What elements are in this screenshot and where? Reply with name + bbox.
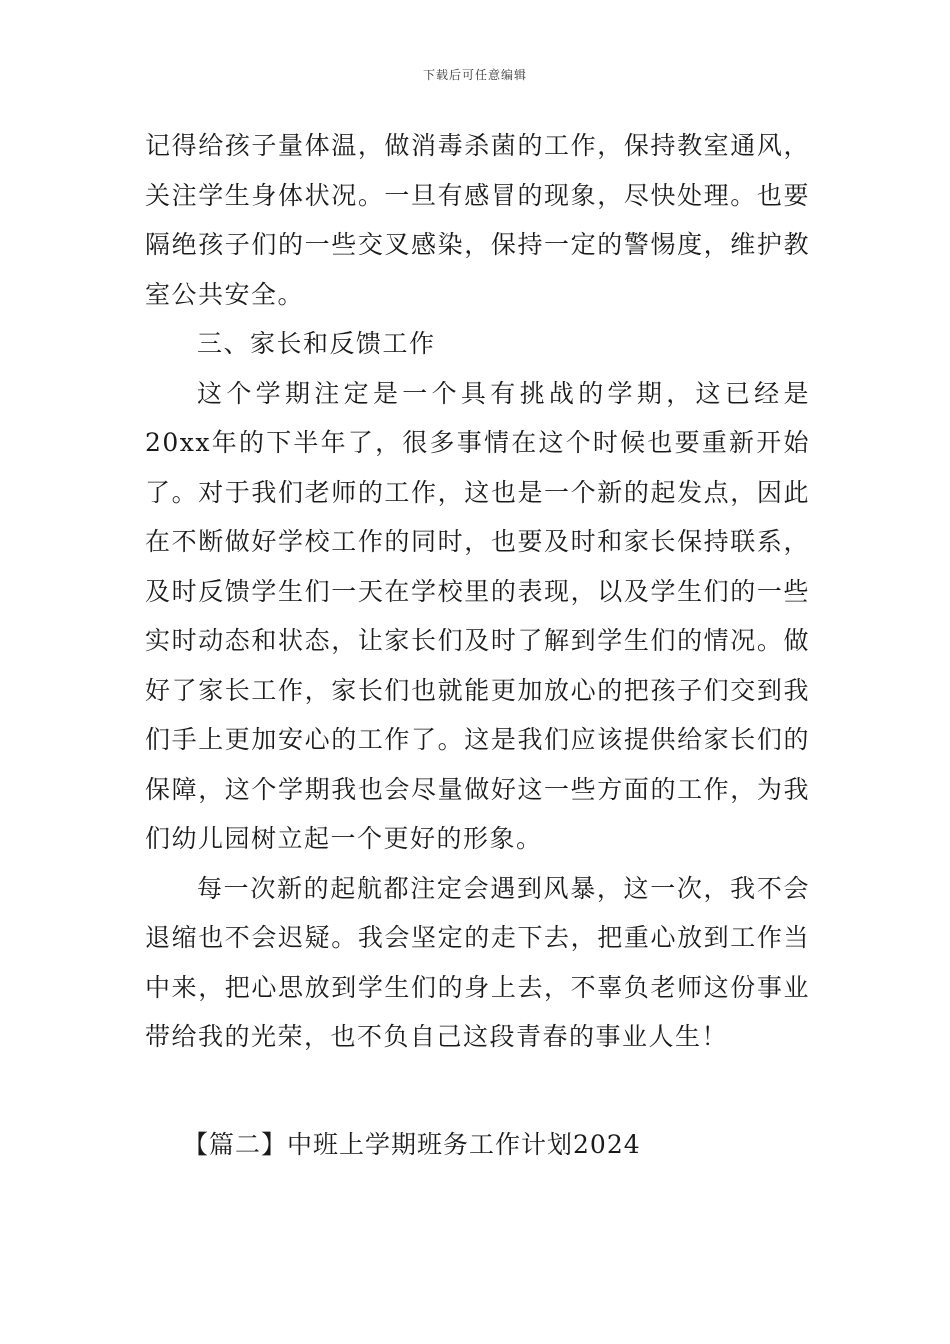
- paragraph-closing: 每一次新的起航都注定会遇到风暴，这一次，我不会退缩也不会迟疑。我会坚定的走下去，把重心放到工作当中来，把心思放到学生们的身上去，不辜负老师这份事业带给我的光荣，也不负自己这段青春的事业人生！: [145, 873, 810, 1051]
- paragraph-health-safety: 记得给孩子量体温，做消毒杀菌的工作，保持教室通风，关注学生身体状况。一旦有感冒的现象，尽快处理。也要隔绝孩子们的一些交叉感染，保持一定的警惕度，维护教室公共安全。: [145, 131, 810, 309]
- section-heading-parents-feedback: 三、家长和反馈工作: [197, 329, 436, 358]
- paragraph-parents-feedback: 这个学期注定是一个具有挑战的学期，这已经是20xx年的下半年了，很多事情在这个时候也要重新开始了。对于我们老师的工作，这也是一个新的起发点，因此在不断做好学校工作的同时，也要及时和家长保持联系，及时反馈学生们一天在学校里的表现，以及学生们的一些实时动态和状态，让家长们及时了解到学生们的情况。做好了家长工作，家长们也就能更加放心的把孩子们交到我们手上更加安心的工作了。这是我们应该提供给家长们的保障，这个学期我也会尽量做好这一些方面的工作，为我们幼儿园树立起一个更好的形象。: [145, 378, 810, 853]
- page-header-note: 下载后可任意编辑: [422, 68, 527, 82]
- document-body: [145, 121, 810, 1062]
- next-section-title: 【篇二】中班上学期班务工作计划2024: [183, 1130, 641, 1159]
